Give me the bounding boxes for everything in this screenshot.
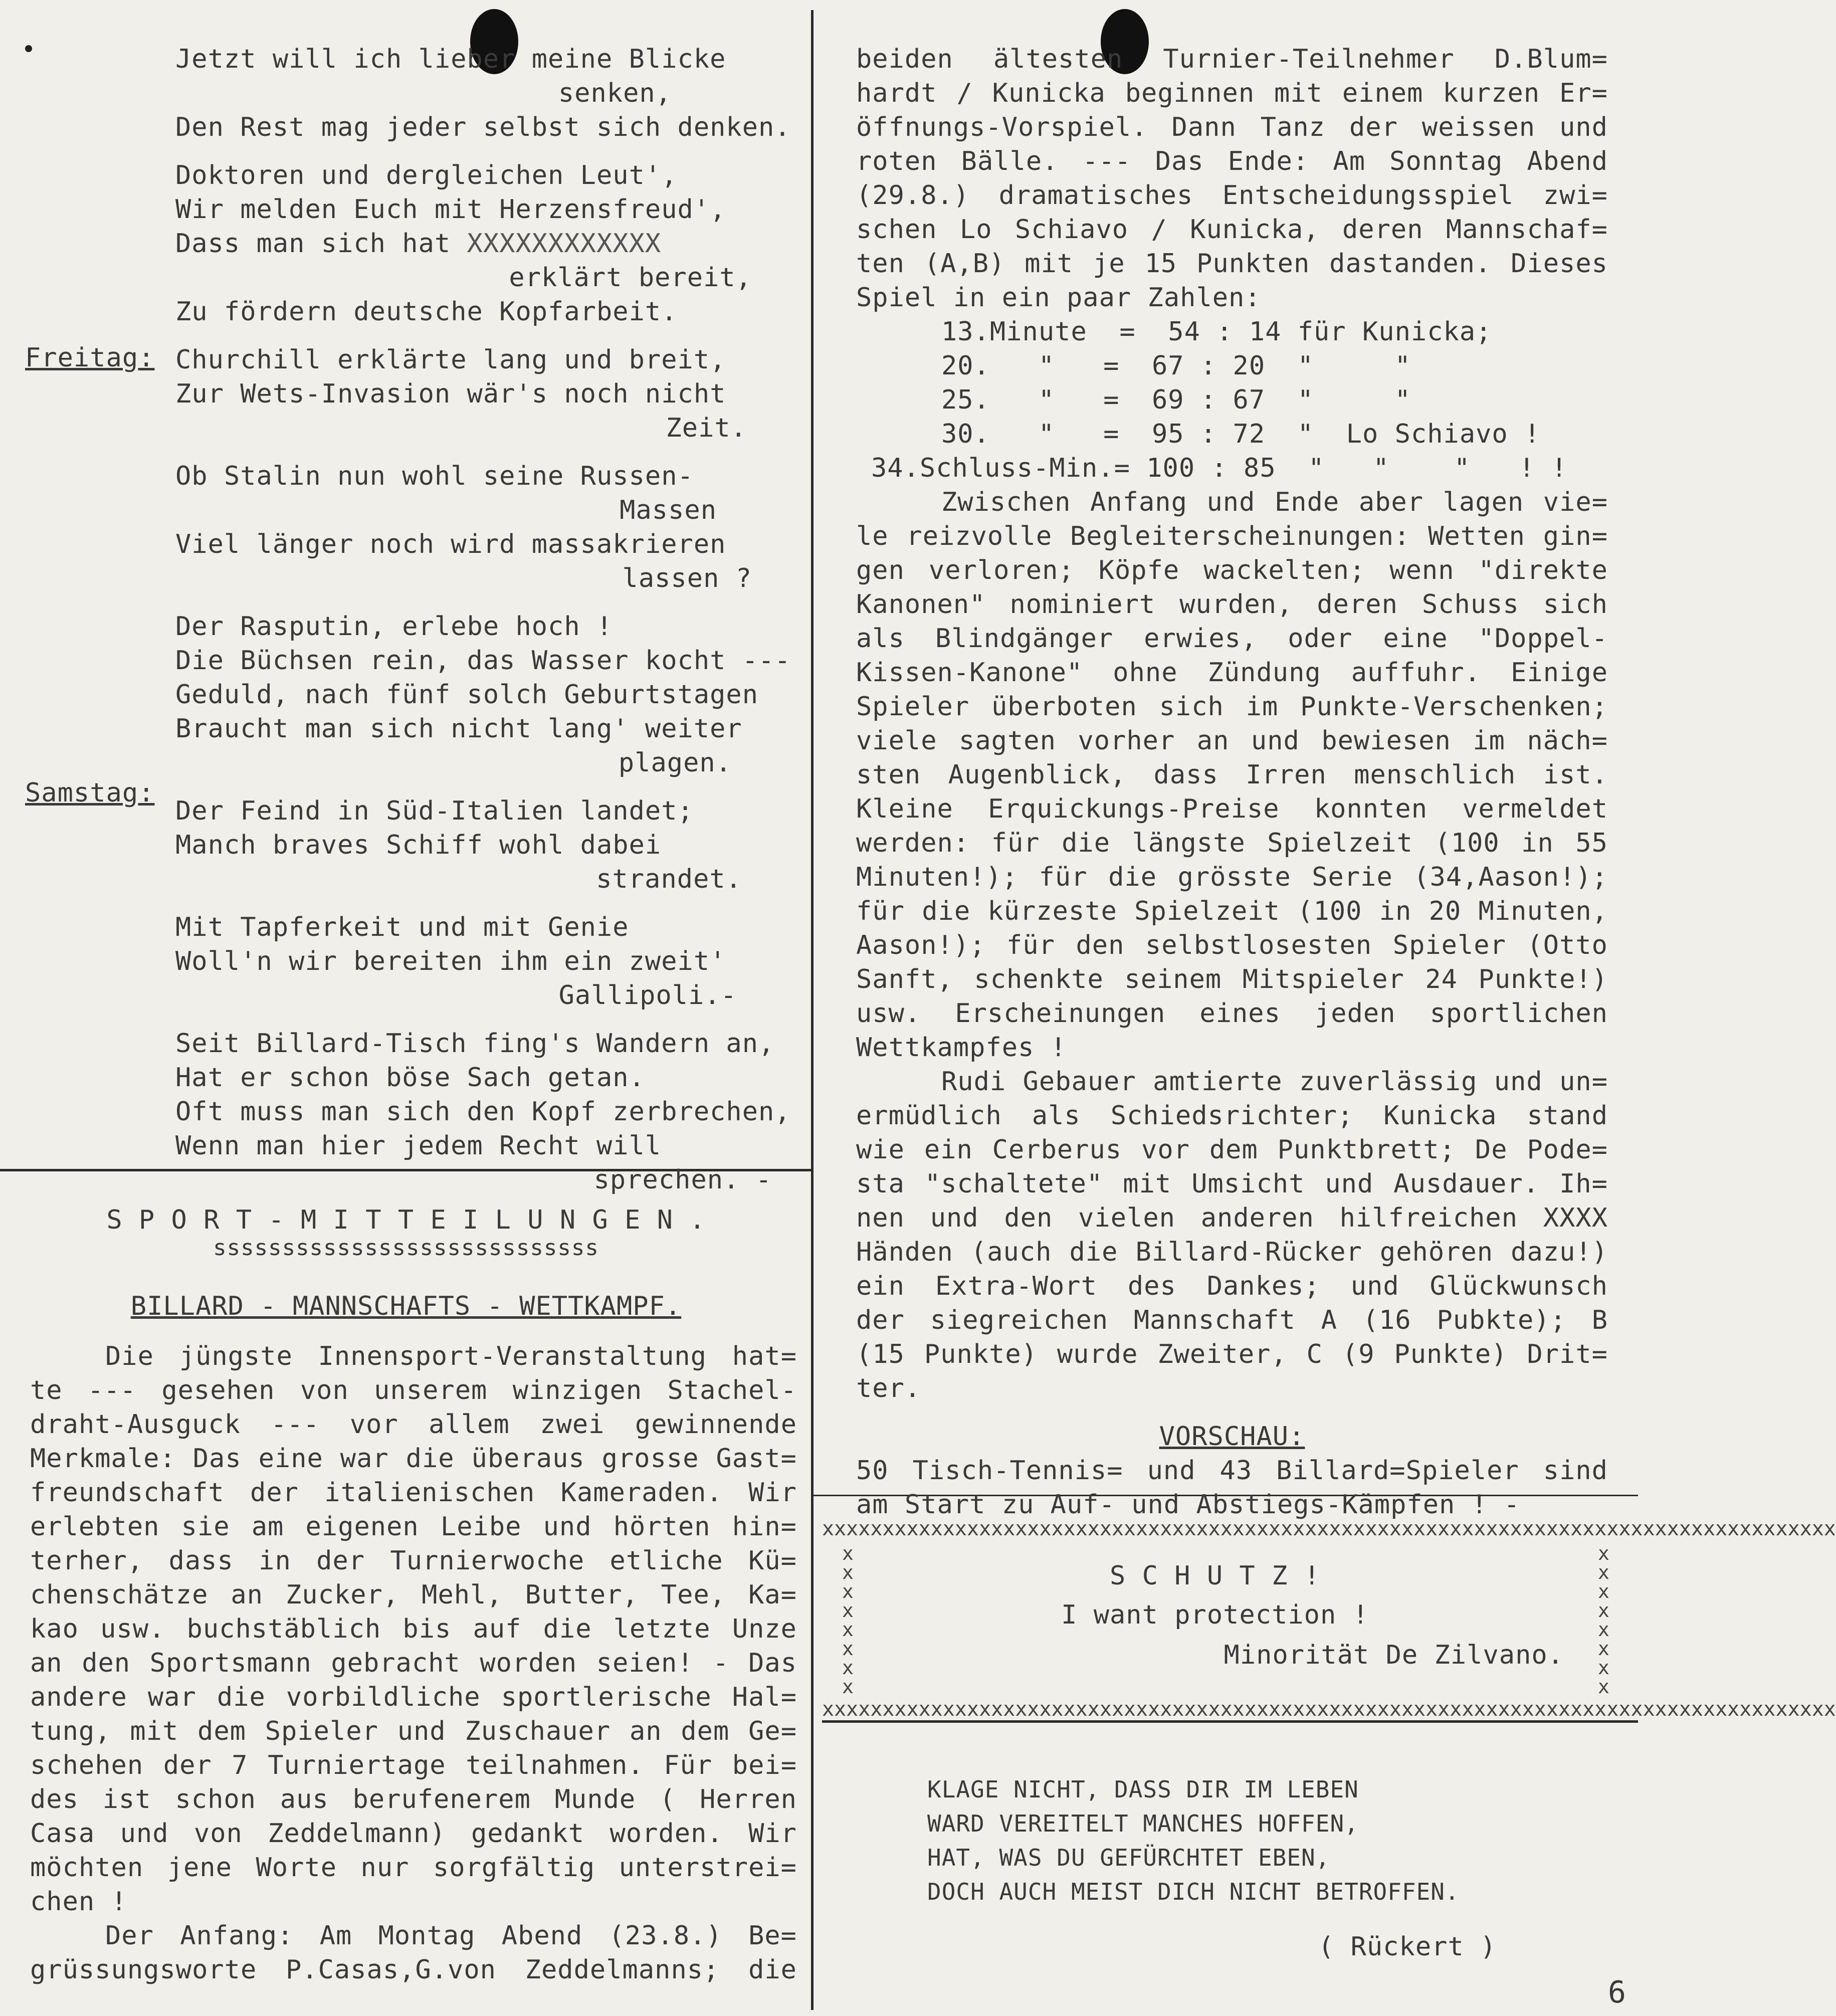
article-line: viele sagten vorher an und bewiesen im näch= (856, 726, 1608, 756)
article-line: Kissen-Kanone" ohne Zündung auffuhr. Einige (856, 658, 1608, 688)
preview-line: 50 Tisch-Tennis= und 43 Billard=Spieler sind (856, 1456, 1608, 1486)
article-line: Casa und von Zeddelmann) gedankt worden. Wir (30, 1819, 797, 1849)
article-line: terher, dass in der Turnierwoche etliche Kü= (30, 1546, 797, 1576)
poem-line: Manch braves Schiff wohl dabei (175, 830, 662, 860)
poem-line: lassen ? (622, 563, 752, 593)
preview-line: am Start zu Auf- und Abstiegs-Kämpfen ! - (856, 1490, 1520, 1520)
article-line: te --- gesehen von unserem winzigen Stachel- (30, 1375, 797, 1405)
article-line: andere war die vorbildliche sportlerische Hal= (30, 1682, 797, 1712)
sport-heading: S P O R T - M I T T E I L U N G E N . (106, 1205, 706, 1235)
article-line: sta "schaltete" mit Umsicht und Ausdauer. Ih= (856, 1169, 1608, 1199)
article-line: grüssungsworte P.Casas,G.von Zeddelmanns; die (30, 1955, 797, 1985)
article-line: Wettkampfes ! (856, 1033, 1067, 1063)
notice-box (822, 1509, 1836, 1724)
poem-line: Der Rasputin, erlebe hoch ! (175, 612, 613, 642)
poem-line: Den Rest mag jeder selbst sich denken. (175, 112, 791, 142)
poem-line: Woll'n wir bereiten ihm ein zweit' (175, 946, 726, 976)
article-line: schehen der 7 Turniertage teilnahmen. Für bei= (30, 1750, 797, 1780)
article-line: möchten jene Worte nur sorgfältig unterstrei= (30, 1853, 797, 1883)
article-line: Sanft, schenkte seinem Mitspieler 24 Punkte!) (856, 964, 1608, 994)
box-border-left: x x x x x x x x (842, 1542, 854, 1698)
article-line: Spieler überboten sich im Punkte-Verschenken; (856, 692, 1608, 722)
article-line: ermüdlich als Schiedsrichter; Kunicka stand (856, 1101, 1608, 1131)
poem-line: plagen. (618, 748, 732, 778)
article-line: usw. Erscheinungen eines jeden sportlichen (856, 998, 1608, 1029)
article-line: an den Sportsmann gebracht worden seien! - Das (30, 1648, 797, 1678)
score-row: 13.Minute = 54 : 14 für Kunicka; (941, 317, 1492, 347)
poem-line: Gallipoli.- (558, 980, 737, 1011)
poem-line (175, 227, 802, 261)
poem-line: Oft muss man sich den Kopf zerbrechen, (175, 1097, 791, 1127)
article-line: chen ! (30, 1887, 127, 1917)
article-line: werden: für die längste Spielzeit (100 in 55 (856, 828, 1608, 858)
poem-line: Wenn man hier jedem Recht will (175, 1131, 662, 1161)
box-signature: Minorität De Zilvano. (1223, 1640, 1564, 1670)
poem-line: Seit Billard-Tisch fing's Wandern an, (175, 1029, 775, 1059)
sport-heading-underline: ssssssssssssssssssssssssssss (213, 1235, 599, 1261)
score-row: 25. " = 69 : 67 " " (941, 385, 1411, 415)
ink-dot (25, 45, 32, 52)
article-line: (29.8.) dramatisches Entscheidungsspiel zwi= (856, 180, 1608, 211)
article-line: ein Extra-Wort des Dankes; und Glückwunsch (856, 1271, 1608, 1301)
article-line: hardt / Kunicka beginnen mit einem kurzen Er= (856, 78, 1608, 108)
article-line: freundschaft der italienischen Kameraden. Wir (30, 1478, 797, 1508)
article-line: Zwischen Anfang und Ende aber lagen vie= (941, 487, 1608, 517)
poem-block (175, 42, 802, 1197)
article-line: Rudi Gebauer amtierte zuverlässig und un= (941, 1067, 1608, 1097)
poem-line: Braucht man sich nicht lang' weiter (175, 714, 742, 744)
poem-line: Die Büchsen rein, das Wasser kocht --- (175, 646, 791, 676)
column-divider (811, 10, 813, 2010)
poem-line: Churchill erklärte lang und breit, (175, 345, 726, 375)
article-line: als Blindgänger erwies, oder eine "Doppel- (856, 624, 1608, 654)
box-text: I want protection ! (1061, 1600, 1369, 1630)
poem-line: Doktoren und dergleichen Leut', (175, 160, 678, 190)
poem-line: Jetzt will ich lieber meine Blicke (175, 44, 726, 74)
article-line: (15 Punkte) wurde Zweiter, C (9 Punkte) Drit= (856, 1339, 1608, 1369)
box-border-right: x x x x x x x x (1598, 1542, 1609, 1698)
poem-line: Mit Tapferkeit und mit Genie (175, 912, 629, 942)
verse-block (927, 1772, 1579, 1909)
verse-line: KLAGE NICHT, DASS DIR IM LEBEN (927, 1776, 1359, 1803)
article-line: le reizvolle Begleiterscheinungen: Wetten gin= (856, 521, 1608, 551)
friday-label: Freitag: (25, 343, 155, 373)
article-line: erlebten sie am eigenen Leibe und hörten hin= (30, 1512, 797, 1542)
article-line: Aason!); für den selbstlosesten Spieler (Otto (856, 930, 1608, 960)
article-line: nen und den vielen anderen hilfreichen XXXX (856, 1203, 1608, 1233)
article-line: Spiel in ein paar Zahlen: (856, 283, 1261, 313)
article-line: gen verloren; Köpfe wackelten; wenn "direkte (856, 555, 1608, 585)
article-line: schen Lo Schiavo / Kunicka, deren Mannschaf= (856, 215, 1608, 245)
verse-author: ( Rückert ) (1318, 1932, 1497, 1962)
poem-line: Zeit. (666, 413, 747, 443)
box-title: S C H U T Z ! (1110, 1561, 1320, 1591)
article-line: Merkmale: Das eine war die überaus grosse Gast= (30, 1444, 797, 1474)
poem-line: Viel länger noch wird massakrieren (175, 529, 726, 559)
article-line: für die kürzeste Spielzeit (100 in 20 Minuten, (856, 896, 1608, 926)
score-row: 34.Schluss-Min.= 100 : 85 " " " ! ! (871, 453, 1568, 483)
article-line: Kanonen" nominiert wurden, deren Schuss sich (856, 589, 1608, 620)
article-line: roten Bälle. --- Das Ende: Am Sonntag Abend (856, 146, 1608, 176)
article-line: der siegreichen Mannschaft A (16 Pubkte); B (856, 1305, 1608, 1335)
verse-line: DOCH AUCH MEIST DICH NICHT BETROFFEN. (927, 1878, 1460, 1905)
article-line: wie ein Cerberus vor dem Punktbrett; De Pode= (856, 1135, 1608, 1165)
article-line: Die jüngste Innensport-Veranstaltung hat= (105, 1341, 797, 1371)
preview-heading: VORSCHAU: (1159, 1422, 1305, 1452)
poem-line: Der Feind in Süd-Italien landet; (175, 796, 694, 826)
article-line: ten (A,B) mit je 15 Punkten dastanden. Dieses (856, 249, 1608, 279)
poem-line: Wir melden Euch mit Herzensfreud', (175, 194, 726, 225)
article-line: kao usw. buchstäblich bis auf die letzte Unze (30, 1614, 797, 1644)
verse-line: HAT, WAS DU GEFÜRCHTET EBEN, (927, 1844, 1330, 1871)
article-line: Der Anfang: Am Montag Abend (23.8.) Be= (105, 1921, 797, 1951)
article-line: des ist schon aus berufenerem Munde ( Herren (30, 1784, 797, 1815)
page-number: 6 (1607, 1975, 1626, 2010)
article-line: ter. (856, 1373, 921, 1403)
article-line: Minuten!); für die grösste Serie (34,Aason!); (856, 862, 1608, 892)
poem-line: Geduld, nach fünf solch Geburtstagen (175, 680, 759, 710)
article-right (856, 42, 1608, 1522)
poem-line: Zur Wets-Invasion wär's noch nicht (175, 379, 726, 409)
poem-line: sprechen. - (593, 1165, 772, 1195)
article-line: chenschätze an Zucker, Mehl, Butter, Tee, Ka= (30, 1580, 797, 1610)
poem-line: Ob Stalin nun wohl seine Russen- (175, 461, 694, 491)
article-line: draht-Ausguck --- vor allem zwei gewinnende (30, 1409, 797, 1440)
verse-line: WARD VEREITELT MANCHES HOFFEN, (927, 1810, 1359, 1837)
poem-line: Hat er schon böse Sach getan. (175, 1063, 645, 1093)
article-line: Händen (auch die Billard-Rücker gehören dazu!) (856, 1237, 1608, 1267)
article-line: Kleine Erquickungs-Preise konnten vermeldet (856, 794, 1608, 824)
score-row: 30. " = 95 : 72 " Lo Schiavo ! (941, 419, 1541, 449)
billard-heading: BILLARD - MANNSCHAFTS - WETTKAMPF. (130, 1291, 682, 1321)
article-line: sten Augenblick, dass Irren menschlich ist. (856, 760, 1608, 790)
poem-line: Zu fördern deutsche Kopfarbeit. (175, 297, 678, 327)
article-line: tung, mit dem Spieler und Zuschauer an dem Ge= (30, 1716, 797, 1746)
poem-line: senken, (558, 78, 672, 108)
box-border-bottom: xxxxxxxxxxxxxxxxxxxxxxxxxxxxxxxxxxxxxxxxxxxxxxxxxxxxxxxxxxxxxxxxxxxxxxxxxxxxxxxxxxxx (822, 1698, 1836, 1721)
saturday-label: Samstag: (25, 778, 155, 808)
poem-line: erklärt bereit, (509, 263, 752, 293)
score-row: 20. " = 67 : 20 " " (941, 351, 1411, 381)
struck-out-text: XXXXXXXXXXXX (467, 229, 662, 259)
box-border-top: xxxxxxxxxxxxxxxxxxxxxxxxxxxxxxxxxxxxxxxxxxxxxxxxxxxxxxxxxxxxxxxxxxxxxxxxxxxxxxxxxxxx (822, 1517, 1836, 1540)
poem-line: strandet. (596, 864, 742, 894)
article-line: beiden ältesten Turnier-Teilnehmer D.Blum= (856, 44, 1608, 74)
article-line: öffnungs-Vorspiel. Dann Tanz der weissen und (856, 112, 1608, 142)
poem-line: Massen (620, 495, 717, 525)
poem-text: Dass man sich hat (175, 229, 451, 259)
article-left (30, 1339, 797, 1987)
